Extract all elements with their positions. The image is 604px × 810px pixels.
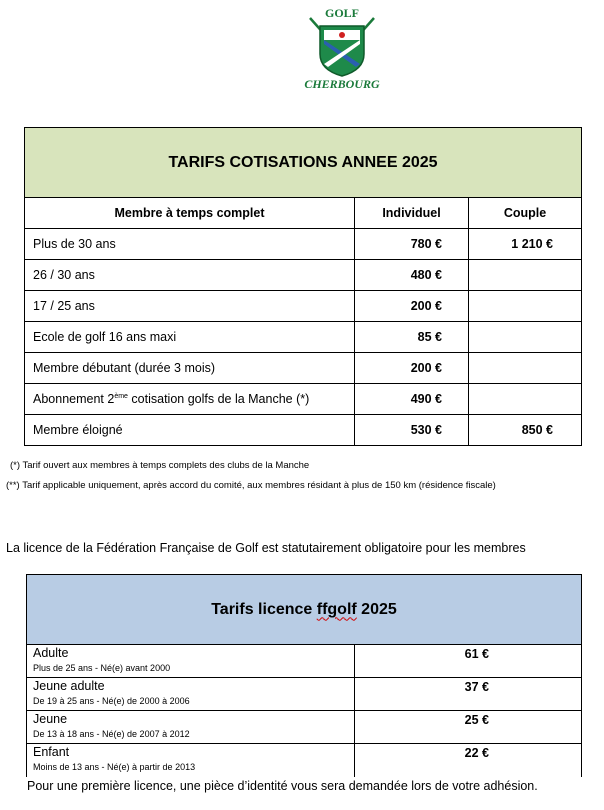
golf-cherbourg-logo [296,4,388,92]
col-header-individual: Individuel [355,198,469,229]
table-row [25,260,582,291]
row-label: 26 / 30 ans [25,260,355,291]
table-row [25,291,582,322]
row-couple-price [469,322,582,353]
license-category: Adulte [33,646,69,660]
row-individual-price: 530 € [355,415,469,446]
license-category: Enfant [33,745,70,759]
table-row [27,678,582,711]
table-row [27,744,582,777]
row-label: Membre débutant (durée 3 mois) [25,353,355,384]
table-row [25,322,582,353]
row-individual-price: 200 € [355,353,469,384]
footnote-double-asterisk: (**) Tarif applicable uniquement, après accord du comité, aux membres résidant à plus de 150 km (résidence fiscale) [6,480,496,491]
row-individual-price: 490 € [355,384,469,415]
footnote-single-asterisk: (*) Tarif ouvert aux membres à temps complets des clubs de la Manche [10,460,310,471]
license-category-detail: Moins de 13 ans - Né(e) à partir de 2013 [33,762,196,772]
col-header-couple: Couple [469,198,582,229]
membership-fees-title: TARIFS COTISATIONS ANNEE 2025 [25,128,582,198]
license-category-detail: Plus de 25 ans - Né(e) avant 2000 [33,663,171,673]
membership-fees-table [24,127,582,446]
table-row [25,353,582,384]
table-row [25,229,582,260]
license-price: 61 € [355,645,582,678]
svg-text:GOLF: GOLF [324,6,360,20]
row-couple-price [469,384,582,415]
license-category-detail: De 13 à 18 ans - Né(e) de 2007 à 2012 [33,729,190,739]
row-individual-price: 85 € [355,322,469,353]
row-label: Membre éloigné [25,415,355,446]
row-label: Plus de 30 ans [25,229,355,260]
license-price: 25 € [355,711,582,744]
table-row [25,415,582,446]
svg-text:CHERBOURG: CHERBOURG [304,77,380,91]
row-couple-price: 1 210 € [469,229,582,260]
row-individual-price: 200 € [355,291,469,322]
row-individual-price: 480 € [355,260,469,291]
table-row [27,645,582,678]
license-category-detail: De 19 à 25 ans - Né(e) de 2000 à 2006 [33,696,190,706]
license-category: Jeune [33,712,68,726]
license-price: 37 € [355,678,582,711]
license-price: 22 € [355,744,582,777]
row-label: Ecole de golf 16 ans maxi [25,322,355,353]
table-row [27,711,582,744]
id-requirement-note: Pour une première licence, une pièce d’identité vous sera demandée lors de votre adhésion. [27,779,538,793]
row-couple-price [469,353,582,384]
row-couple-price: 850 € [469,415,582,446]
col-header-member: Membre à temps complet [25,198,355,229]
row-couple-price [469,291,582,322]
license-fees-table [26,574,582,777]
license-category: Jeune adulte [33,679,105,693]
license-fees-title: Tarifs licence ffgolf 2025 [27,575,582,645]
license-statement: La licence de la Fédération Française de Golf est statutairement obligatoire pour les membres [6,541,526,555]
row-couple-price [469,260,582,291]
row-label: Abonnement 2ème cotisation golfs de la Manche (*) [25,384,355,415]
row-individual-price: 780 € [355,229,469,260]
row-label: 17 / 25 ans [25,291,355,322]
table-row [25,384,582,415]
